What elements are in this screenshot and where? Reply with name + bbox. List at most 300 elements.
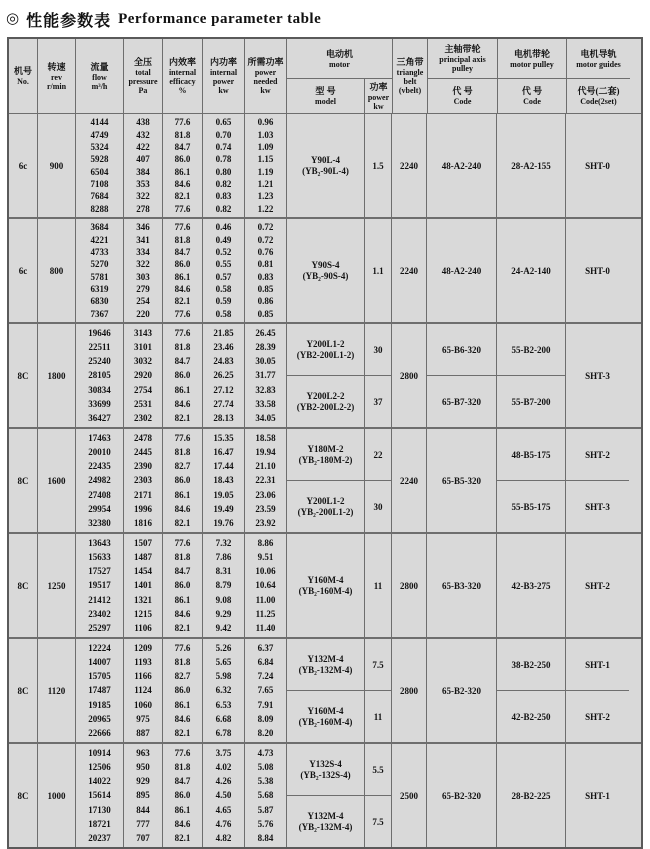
motor-power-column (365, 639, 392, 742)
header-motor-guides-code-en: Code(2set) (580, 97, 617, 107)
header-rev-zh: 转速 (47, 61, 66, 72)
flow-value: 3684 (90, 222, 109, 233)
pressure-value: 334 (136, 246, 150, 257)
eff-value: 86.1 (174, 166, 191, 177)
header-principal-pulley-en: principal axis pulley (439, 55, 486, 74)
motor-model-alt: (YB₂-90L-4) (302, 165, 349, 176)
needed-value: 5.68 (257, 790, 274, 801)
motor-model: Y132M-4 (307, 653, 344, 664)
ipower-value: 23.46 (213, 342, 234, 353)
pressure-value: 303 (136, 271, 150, 282)
flow-value: 4733 (90, 246, 109, 257)
needed-value: 7.24 (257, 671, 274, 682)
header-pressure (124, 39, 163, 113)
ipower-value: 0.57 (215, 271, 232, 282)
motor-model: Y180M-2 (307, 443, 344, 454)
mpulley-column (497, 324, 566, 427)
guides-column (566, 744, 629, 847)
header-principal-code-en: Code (453, 97, 472, 107)
header-efficacy-unit: % (178, 86, 187, 95)
flow-value: 29954 (88, 503, 111, 514)
motor-model-alt: (YB₂-90S-4) (302, 270, 349, 281)
pressure-value: 346 (136, 222, 150, 233)
header-principal-code-zh: 代 号 (452, 86, 473, 97)
ipower-value: 0.82 (215, 179, 232, 190)
eff-value: 84.6 (174, 398, 191, 409)
eff-value: 77.6 (174, 538, 191, 549)
ipower-value: 5.26 (215, 643, 232, 654)
ipower-value: 17.44 (213, 461, 234, 472)
flow-value: 20237 (88, 832, 111, 843)
pressure-value: 707 (136, 832, 150, 843)
needed-column (245, 534, 287, 637)
flow-value: 27408 (88, 489, 111, 500)
rev-cell: 800 (38, 219, 76, 322)
pressure-value: 1816 (134, 517, 152, 528)
eff-column (163, 429, 203, 532)
header-motor-guides-en: motor guides (576, 59, 621, 69)
eff-value: 81.8 (174, 552, 191, 563)
motor-model: Y160M-4 (307, 574, 344, 585)
pressure-value: 2754 (134, 384, 152, 395)
pressure-value: 2478 (134, 433, 152, 444)
pressure-column (124, 114, 163, 217)
principal-cell: 65-B2-320 (442, 685, 481, 696)
header-belt (393, 39, 428, 113)
eff-value: 84.6 (174, 713, 191, 724)
motor-power-column (365, 744, 392, 847)
table-block (9, 637, 641, 742)
mpulley-column (497, 429, 566, 532)
eff-column (163, 114, 203, 217)
needed-value: 10.06 (255, 566, 276, 577)
motor-model: Y200L1-2 (306, 495, 345, 506)
ipower-value: 0.80 (215, 166, 232, 177)
pressure-value: 844 (136, 804, 150, 815)
needed-value: 6.37 (257, 643, 274, 654)
ipower-value: 0.82 (215, 203, 232, 214)
flow-column (76, 639, 124, 742)
motor-power-cell: 7.5 (365, 795, 391, 847)
flow-value: 19185 (88, 699, 111, 710)
pressure-value: 975 (136, 713, 150, 724)
flow-value: 8288 (90, 203, 109, 214)
needed-value: 5.08 (257, 762, 274, 773)
header-motor-model-zh: 型 号 (315, 86, 336, 97)
needed-column (245, 114, 287, 217)
flow-value: 36427 (88, 412, 111, 423)
motor-power-cell: 30 (365, 480, 391, 532)
ipower-value: 26.25 (213, 370, 234, 381)
eff-value: 82.7 (174, 461, 191, 472)
motor-power-cell: 7.5 (372, 659, 384, 670)
flow-value: 22511 (88, 342, 111, 353)
eff-value: 81.8 (174, 342, 191, 353)
motor-power-cell: 11 (365, 690, 391, 742)
belt-cell: 2800 (392, 534, 427, 637)
ipower-column (203, 639, 245, 742)
motor-model-alt: (YB2-200L2-2) (296, 401, 355, 412)
motor-model-cell (287, 324, 364, 375)
header-motor-group (287, 39, 393, 113)
header-flow-unit: m³/h (91, 81, 108, 91)
motor-power-cell: 37 (365, 375, 391, 427)
needed-value: 1.22 (257, 203, 274, 214)
eff-value: 86.0 (174, 154, 191, 165)
motor-model-column (287, 114, 365, 217)
belt-cell: 2240 (392, 219, 427, 322)
guides-cell: SHT-1 (585, 790, 610, 801)
flow-value: 20010 (88, 447, 111, 458)
eff-value: 86.1 (174, 699, 191, 710)
table-block (9, 532, 641, 637)
performance-table (7, 37, 643, 849)
eff-value: 86.1 (174, 271, 191, 282)
ipower-value: 0.58 (215, 308, 232, 319)
flow-value: 15705 (88, 671, 111, 682)
machine-no-cell: 8C (9, 429, 38, 532)
eff-value: 82.1 (174, 296, 191, 307)
motor-model: Y90S-4 (311, 259, 340, 270)
table-block (9, 322, 641, 427)
needed-value: 0.72 (257, 222, 274, 233)
principal-column (427, 744, 497, 847)
pressure-value: 3101 (134, 342, 152, 353)
page-title-en: Performance parameter table (118, 11, 322, 27)
pressure-value: 341 (136, 234, 150, 245)
flow-value: 5324 (90, 141, 109, 152)
needed-value: 7.91 (257, 699, 274, 710)
ipower-value: 19.49 (213, 503, 234, 514)
pressure-value: 929 (136, 776, 150, 787)
flow-column (76, 534, 124, 637)
flow-value: 33699 (88, 398, 111, 409)
guides-column (566, 324, 629, 427)
mpulley-cell: 28-B2-225 (511, 790, 551, 801)
ipower-value: 3.75 (215, 748, 232, 759)
motor-model-cell (287, 114, 364, 217)
pressure-value: 1166 (134, 671, 152, 682)
needed-column (245, 219, 287, 322)
rev-cell: 1800 (38, 324, 76, 427)
mpulley-cell: 28-A2-155 (511, 160, 551, 171)
motor-model-cell (287, 744, 364, 795)
guides-cell: SHT-3 (585, 370, 610, 381)
pressure-value: 2920 (134, 370, 152, 381)
pressure-value: 407 (136, 154, 150, 165)
pressure-value: 950 (136, 762, 150, 773)
flow-value: 14007 (88, 657, 111, 668)
pressure-value: 1124 (134, 685, 152, 696)
eff-value: 82.1 (174, 622, 191, 633)
page-title-zh: 性能参数表 (26, 13, 112, 30)
ipower-value: 6.78 (215, 727, 232, 738)
needed-column (245, 639, 287, 742)
principal-cell: 65-B3-320 (442, 580, 481, 591)
principal-column (427, 219, 497, 322)
motor-model-cell (287, 795, 364, 847)
pressure-column (124, 324, 163, 427)
ipower-value: 0.70 (215, 129, 232, 140)
flow-value: 6830 (90, 296, 109, 307)
flow-value: 4144 (90, 117, 109, 128)
mpulley-column (497, 219, 566, 322)
machine-no-cell: 8C (9, 534, 38, 637)
pressure-value: 322 (136, 259, 150, 270)
pressure-column (124, 429, 163, 532)
eff-value: 82.1 (174, 191, 191, 202)
needed-value: 10.64 (255, 580, 276, 591)
header-motor (287, 39, 392, 79)
eff-value: 84.6 (174, 179, 191, 190)
motor-model-alt: (YB2-200L1-2) (296, 349, 355, 360)
guides-cell: SHT-2 (585, 449, 610, 460)
mpulley-cell: 24-A2-140 (511, 265, 551, 276)
needed-value: 0.96 (257, 117, 274, 128)
guides-column (566, 219, 629, 322)
ipower-value: 9.08 (215, 594, 232, 605)
flow-column (76, 744, 124, 847)
needed-value: 0.85 (257, 284, 274, 295)
ipower-column (203, 429, 245, 532)
table-block (9, 217, 641, 322)
needed-value: 31.77 (255, 370, 276, 381)
flow-value: 15633 (88, 552, 111, 563)
needed-value: 5.38 (257, 776, 274, 787)
machine-no-cell: 8C (9, 324, 38, 427)
eff-column (163, 324, 203, 427)
motor-model-cell (287, 219, 364, 322)
ipower-value: 24.83 (213, 356, 234, 367)
ipower-value: 0.74 (215, 141, 232, 152)
flow-value: 21412 (88, 594, 111, 605)
ipower-value: 4.65 (215, 804, 232, 815)
flow-value: 6504 (90, 166, 109, 177)
header-internal-power-zh: 内功率 (209, 57, 237, 67)
header-pressure-en: total pressure (128, 68, 158, 86)
motor-model-column (287, 534, 365, 637)
motor-power-column (365, 429, 392, 532)
header-flow-en: flow (92, 72, 107, 82)
header-motor-en: motor (329, 59, 350, 69)
flow-value: 5928 (90, 154, 109, 165)
motor-model: Y160M-4 (307, 705, 344, 716)
belt-cell: 2240 (392, 429, 427, 532)
header-motor-model (287, 79, 365, 113)
ipower-value: 8.31 (215, 566, 232, 577)
pressure-value: 254 (136, 296, 150, 307)
flow-value: 28105 (88, 370, 111, 381)
pressure-value: 1193 (134, 657, 152, 668)
motor-model-column (287, 429, 365, 532)
ipower-value: 5.98 (215, 671, 232, 682)
eff-value: 81.8 (174, 447, 191, 458)
ipower-column (203, 114, 245, 217)
pressure-value: 220 (136, 308, 150, 319)
pressure-value: 777 (136, 818, 150, 829)
motor-power-column (365, 324, 392, 427)
mpulley-cell: 55-B7-200 (497, 375, 565, 427)
eff-value: 84.7 (174, 246, 191, 257)
flow-value: 13643 (88, 538, 111, 549)
mpulley-cell: 42-B3-275 (511, 580, 551, 591)
eff-value: 86.0 (174, 370, 191, 381)
header-pressure-zh: 全压 (133, 57, 152, 67)
principal-cell: 48-A2-240 (441, 265, 482, 276)
header-internal-power-unit: kw (218, 86, 229, 95)
motor-model: Y132M-4 (307, 810, 344, 821)
flow-value: 25240 (88, 356, 111, 367)
guides-column (566, 114, 629, 217)
needed-value: 23.92 (255, 517, 276, 528)
pressure-value: 422 (136, 141, 150, 152)
needed-value: 4.73 (257, 748, 274, 759)
ipower-value: 0.52 (215, 246, 232, 257)
pressure-value: 1209 (134, 643, 152, 654)
flow-value: 6319 (90, 284, 109, 295)
eff-value: 77.6 (174, 748, 191, 759)
motor-power-cell: 22 (373, 449, 383, 460)
needed-value: 1.03 (257, 129, 274, 140)
ipower-value: 0.59 (215, 296, 232, 307)
flow-value: 12224 (88, 643, 111, 654)
needed-value: 8.20 (257, 727, 274, 738)
needed-value: 11.25 (255, 608, 276, 619)
ipower-value: 7.32 (215, 538, 232, 549)
flow-column (76, 324, 124, 427)
principal-cell: 65-B2-320 (442, 790, 481, 801)
header-motor-pulley-group (498, 39, 567, 113)
eff-value: 77.6 (174, 203, 191, 214)
pressure-value: 1401 (134, 580, 152, 591)
flow-value: 19646 (88, 328, 111, 339)
flow-value: 20965 (88, 713, 111, 724)
principal-cell: 65-B5-320 (442, 475, 481, 486)
header-principal-pulley (428, 39, 497, 79)
pressure-value: 1507 (134, 538, 152, 549)
ipower-value: 4.26 (215, 776, 232, 787)
principal-column (427, 429, 497, 532)
needed-value: 28.39 (255, 342, 276, 353)
flow-value: 7367 (90, 308, 109, 319)
mpulley-column (497, 639, 566, 742)
needed-value: 0.83 (257, 271, 274, 282)
flow-column (76, 219, 124, 322)
ipower-value: 4.82 (215, 832, 232, 843)
eff-value: 86.0 (174, 475, 191, 486)
ipower-value: 9.42 (215, 622, 232, 633)
ipower-value: 0.46 (215, 222, 232, 233)
motor-model-alt: (YB₂-200L1-2) (297, 506, 354, 517)
eff-value: 86.1 (174, 804, 191, 815)
eff-value: 86.0 (174, 259, 191, 270)
needed-value: 1.21 (257, 179, 274, 190)
eff-value: 86.0 (174, 580, 191, 591)
guides-cell: SHT-0 (585, 265, 610, 276)
motor-model-column (287, 324, 365, 427)
ipower-value: 0.78 (215, 154, 232, 165)
belt-cell: 2800 (392, 639, 427, 742)
flow-value: 17527 (88, 566, 111, 577)
section-bullet-icon: ◎ (6, 11, 20, 27)
pressure-value: 2302 (134, 412, 152, 423)
eff-column (163, 639, 203, 742)
flow-value: 10914 (88, 748, 111, 759)
ipower-value: 4.76 (215, 818, 232, 829)
header-efficacy-zh: 内效率 (168, 57, 196, 67)
header-motor-guides-group (567, 39, 630, 113)
eff-value: 84.7 (174, 141, 191, 152)
eff-value: 81.8 (174, 129, 191, 140)
needed-value: 26.45 (255, 328, 276, 339)
eff-value: 84.7 (174, 566, 191, 577)
pressure-value: 887 (136, 727, 150, 738)
needed-value: 8.84 (257, 832, 274, 843)
flow-value: 30834 (88, 384, 111, 395)
pressure-value: 2171 (134, 489, 152, 500)
eff-value: 84.7 (174, 356, 191, 367)
flow-value: 7108 (90, 179, 109, 190)
header-principal-code (428, 79, 497, 113)
needed-column (245, 324, 287, 427)
header-motor-pulley-code (498, 79, 566, 113)
guides-column (566, 639, 629, 742)
ipower-value: 28.13 (213, 412, 234, 423)
motor-model-alt: (YB₂-132M-4) (298, 821, 353, 832)
header-flow (76, 39, 124, 113)
eff-value: 81.8 (174, 762, 191, 773)
mpulley-column (497, 744, 566, 847)
guides-cell: SHT-2 (585, 580, 610, 591)
flow-value: 5781 (90, 271, 109, 282)
pressure-value: 1321 (134, 594, 152, 605)
header-power-needed-en: power needed (253, 68, 278, 86)
pressure-value: 279 (136, 284, 150, 295)
ipower-value: 0.65 (215, 117, 232, 128)
header-internal-power (203, 39, 245, 113)
eff-value: 82.1 (174, 727, 191, 738)
pressure-column (124, 219, 163, 322)
pressure-column (124, 744, 163, 847)
pressure-value: 438 (136, 117, 150, 128)
machine-no-cell: 6c (9, 219, 38, 322)
header-pressure-unit: Pa (138, 86, 148, 95)
motor-model: Y200L1-2 (306, 338, 345, 349)
motor-model-column (287, 639, 365, 742)
ipower-column (203, 744, 245, 847)
guides-cell: SHT-3 (566, 480, 629, 532)
eff-column (163, 744, 203, 847)
header-motor-guides-zh: 电机导轨 (580, 48, 617, 59)
flow-value: 25297 (88, 622, 111, 633)
ipower-value: 7.86 (215, 552, 232, 563)
table-block (9, 427, 641, 532)
mpulley-cell: 42-B2-250 (497, 690, 565, 742)
motor-model-cell (287, 480, 364, 532)
ipower-value: 9.29 (215, 608, 232, 619)
header-rev-unit: r/min (46, 81, 67, 91)
ipower-value: 0.58 (215, 284, 232, 295)
mpulley-cell: 55-B5-175 (497, 480, 565, 532)
motor-power-cell: 11 (373, 580, 383, 591)
flow-value: 4749 (90, 129, 109, 140)
motor-model-alt: (YB₂-132M-4) (298, 664, 353, 675)
needed-value: 32.83 (255, 384, 276, 395)
pressure-value: 322 (136, 191, 150, 202)
motor-power-cell: 30 (373, 344, 383, 355)
flow-value: 15614 (88, 790, 111, 801)
eff-value: 77.6 (174, 643, 191, 654)
